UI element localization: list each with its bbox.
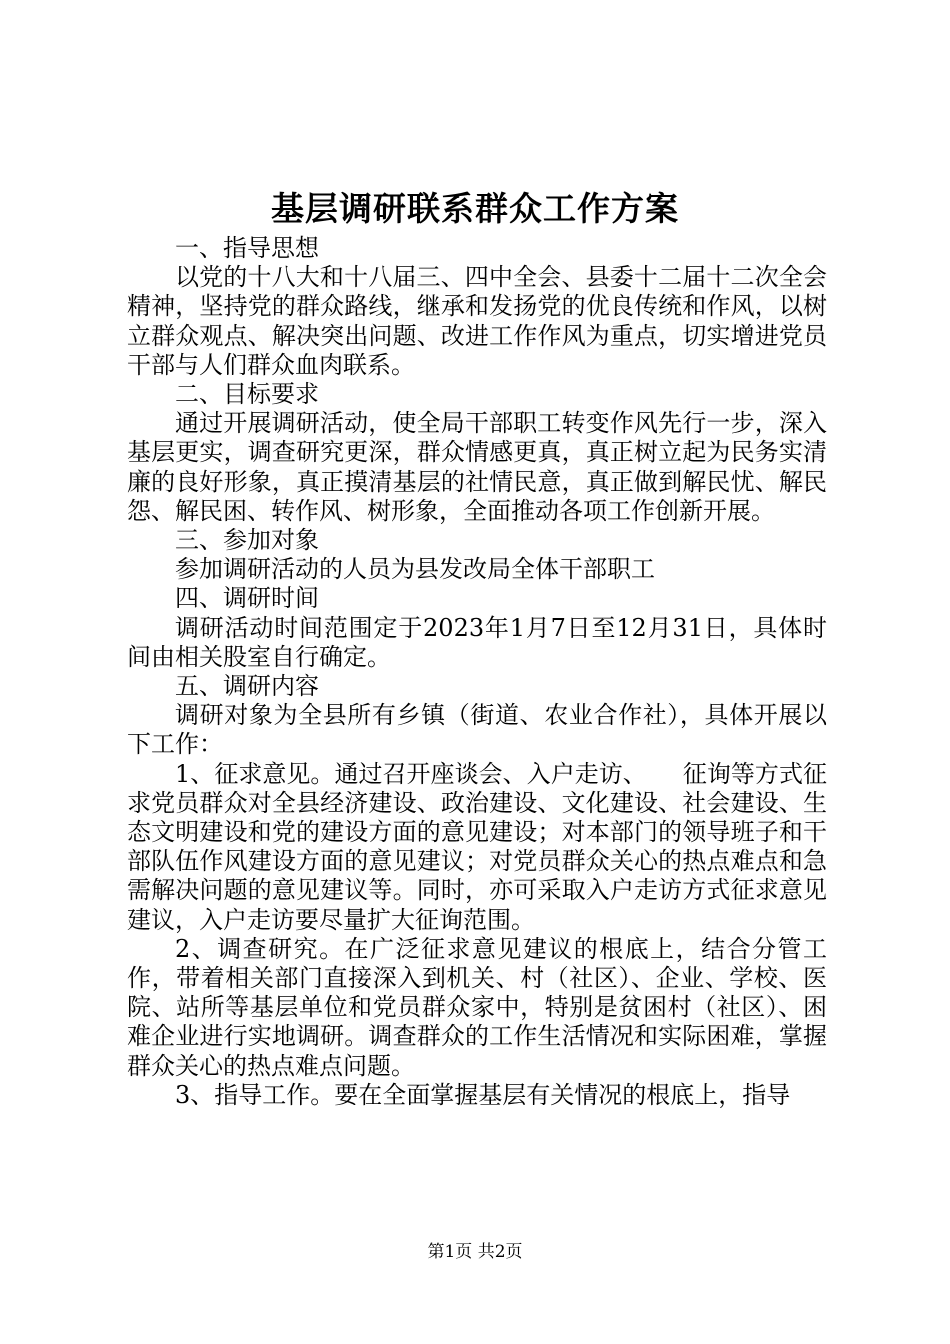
paragraph-goals: 通过开展调研活动，使全局干部职工转变作风先行一步，深入基层更实，调查研究更深，群众情感更真，真正树立起为民务实清廉的良好形象，真正摸清基层的社情民意，真正做到解民忧、解民怨、解民困、转作风、树形象，全面推动各项工作创新开展。 [127, 409, 827, 525]
paragraph-item-2: 2、调查研究。在广泛征求意见建议的根底上，结合分管工作，带着相关部门直接深入到机关、村（社区）、企业、学校、医院、站所等基层单位和党员群众家中，特别是贫困村（社区）、困难企业进行实地调研。调查群众的工作生活情况和实际困难，掌握群众关心的热点难点问题。 [127, 934, 827, 1080]
section-heading-participants: 三、参加对象 [175, 526, 319, 555]
document-body [127, 234, 827, 1110]
section-heading-schedule: 四、调研时间 [175, 584, 319, 613]
page-footer: 第1页 共2页 [427, 1242, 523, 1262]
paragraph-content-intro: 调研对象为全县所有乡镇（街道、农业合作社），具体开展以下工作： [127, 701, 827, 759]
paragraph-schedule: 调研活动时间范围定于2023年1月7日至12月31日，具体时间由相关股室自行确定。 [127, 613, 827, 671]
document-title: 基层调研联系群众工作方案 [271, 189, 679, 228]
paragraph-item-3: 3、指导工作。要在全面掌握基层有关情况的根底上，指导 [175, 1080, 791, 1109]
section-heading-content: 五、调研内容 [175, 672, 319, 701]
paragraph-item-1: 1、征求意见。通过召开座谈会、入户走访、 征询等方式征求党员群众对全县经济建设、政治建设、文化建设、社会建设、生态文明建设和党的建设方面的意见建设；对本部门的领导班子和干部队伍作风建设方面的意见建议；对党员群众关心的热点难点和急需解决问题的意见建议等。同时，亦可采取入户走访方式征求意见建议，入户走访要尽量扩大征询范围。 [127, 759, 827, 934]
section-heading-goals: 二、目标要求 [175, 380, 319, 409]
paragraph-participants: 参加调研活动的人员为县发改局全体干部职工 [175, 555, 655, 584]
section-heading-guiding-ideology: 一、指导思想 [175, 234, 319, 262]
paragraph-guiding-ideology: 以党的十八大和十八届三、四中全会、县委十二届十二次全会精神，坚持党的群众路线，继承和发扬党的优良传统和作风，以树立群众观点、解决突出问题、改进工作作风为重点，切实增进党员干部与人们群众血肉联系。 [127, 263, 827, 379]
